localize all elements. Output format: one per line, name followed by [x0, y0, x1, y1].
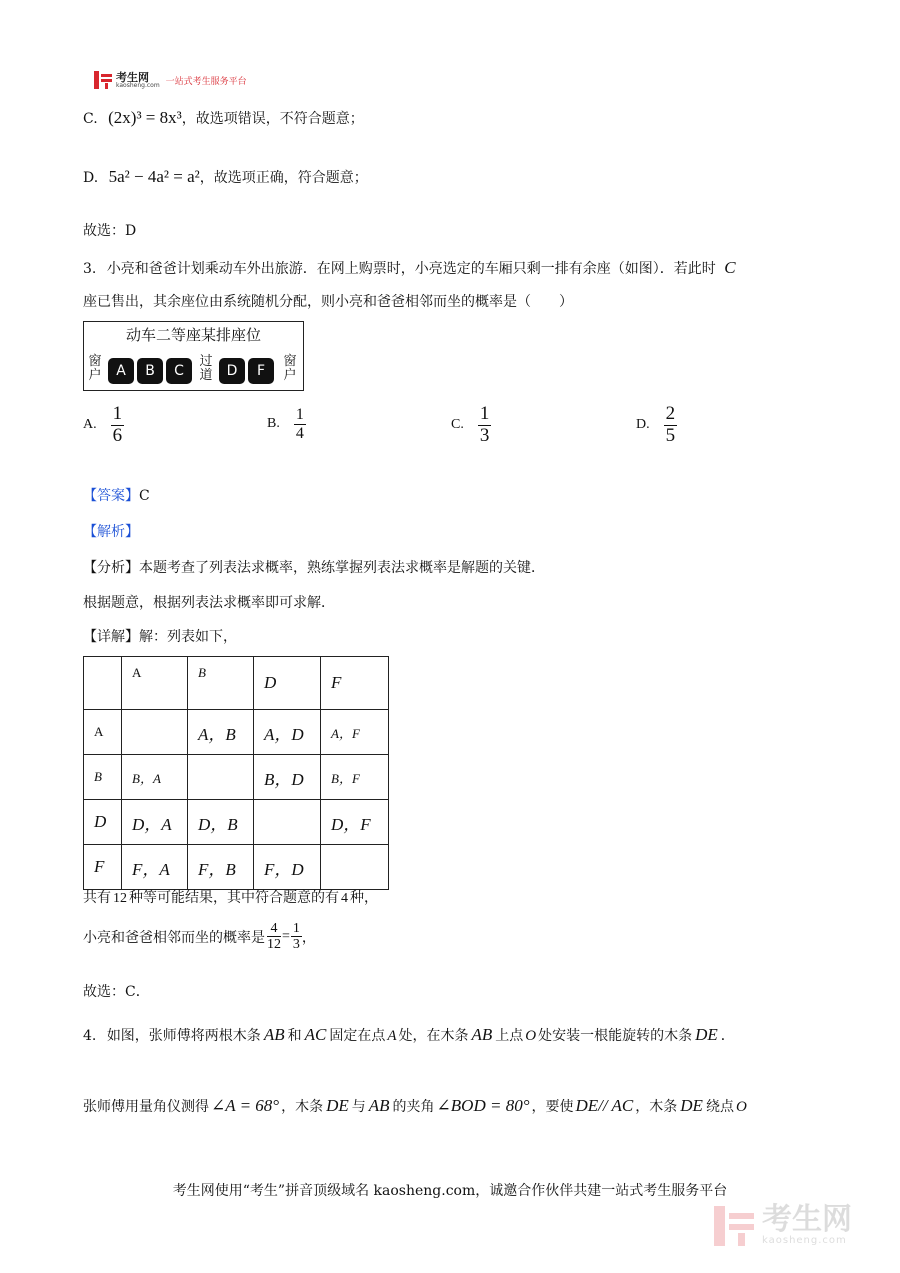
q4-math: AB [368, 1096, 390, 1115]
fenxi-tag: 【分析】 [83, 560, 139, 576]
table-cell [321, 845, 389, 890]
aisle-label: 过 道 [199, 354, 213, 383]
option-d [636, 404, 677, 447]
q4-math: DE [680, 1096, 703, 1115]
q4-math: DE// AC [575, 1096, 634, 1115]
watermark [714, 1202, 852, 1246]
q4-math: AB [263, 1025, 285, 1044]
q4-text: 和 [287, 1028, 302, 1044]
q4-math: A [387, 1028, 397, 1044]
seat-f: F [248, 358, 274, 384]
result-prefix: 共有 [83, 890, 111, 906]
option-fraction: $\frac{1}{3}$ [479, 403, 490, 446]
table-row [84, 755, 389, 800]
table-cell: B，A [122, 755, 188, 800]
xiangjie-tag: 【详解】 [83, 629, 139, 645]
q2-option-d [83, 167, 368, 187]
answer-tag: 【答案】 [83, 488, 139, 504]
result-mid: 种等可能结果，其中符合题意的有 [129, 890, 339, 906]
q3-final: 故选：C． [83, 984, 150, 1000]
probability-line [83, 921, 316, 953]
q4-math: ∠BOD = 80° [436, 1096, 530, 1115]
stem-text: 小亮和爸爸计划乘动车外出旅游．在网上购票时，小亮选定的车厢只剩一排有余座（如图）．若此时 [106, 261, 716, 277]
xiangjie-line [83, 626, 237, 646]
window-left-label: 窗 户 [88, 354, 102, 383]
table-cell [84, 657, 122, 710]
q4-text: ，木条 [635, 1099, 678, 1115]
option-letter: C. [83, 111, 98, 127]
option-c [451, 404, 491, 447]
total-count: 12 [113, 891, 127, 906]
prob-fraction-2: $\frac{1}{3}$ [292, 921, 300, 953]
favorable-count: 4 [341, 891, 348, 906]
q4-math: AB [471, 1025, 493, 1044]
prob-prefix: 小亮和爸爸相邻而坐的概率是 [83, 929, 265, 946]
question-number: 4. [83, 1028, 97, 1044]
prob-suffix: ， [301, 929, 316, 946]
table-row [84, 657, 389, 710]
q4-math: O [525, 1028, 537, 1044]
table-cell: B [188, 657, 254, 710]
footer-text: 考生网使用“考生”拼音顶级域名 kaosheng.com，诚邀合作伙伴共建一站式考生服务平台 [172, 1183, 728, 1199]
q4-text: 与 [351, 1099, 366, 1115]
table-cell: A [122, 657, 188, 710]
table-cell: D [254, 657, 321, 710]
table-cell: F，B [188, 845, 254, 890]
option-text: ，故选项正确，符合题意； [199, 170, 368, 186]
window-right-label: 窗 户 [283, 354, 297, 383]
formula: (2x)³ = 8x³ [108, 108, 182, 127]
table-cell [254, 800, 321, 845]
option-fraction: $\frac{1}{6}$ [112, 403, 123, 446]
q4-text: ，木条 [281, 1099, 324, 1115]
q4-text: 如图，张师傅将两根木条 [106, 1028, 261, 1044]
option-letter: A. [83, 417, 97, 433]
q4-math: DE [695, 1025, 718, 1044]
logo-icon [94, 71, 112, 89]
q4-math: O [735, 1099, 747, 1115]
table-cell: F [84, 845, 122, 890]
watermark-logo-icon [714, 1206, 754, 1246]
q4-text: ． [720, 1028, 735, 1044]
option-letter: C. [451, 417, 464, 433]
fenxi-line [83, 557, 545, 577]
q2-answer: 故选：D [83, 223, 137, 239]
question-number: 3. [83, 261, 97, 277]
q4-line1 [83, 1025, 735, 1045]
q4-text: 上点 [495, 1028, 524, 1044]
table-cell [122, 710, 188, 755]
q4-text: 绕点 [705, 1099, 734, 1115]
logo-name: 考生网 [116, 70, 149, 84]
q4-math: DE [326, 1096, 349, 1115]
option-fraction: $\frac{1}{4}$ [295, 406, 304, 442]
formula: 5a² − 4a² = a² [108, 167, 200, 186]
answer-value: C [139, 488, 150, 504]
fenxi-text: 本题考查了列表法求概率，熟练掌握列表法求概率是解题的关键． [139, 560, 545, 576]
table-cell [188, 755, 254, 800]
table-row [84, 710, 389, 755]
q4-text: 张师傅用量角仪测得 [83, 1099, 209, 1115]
q4-text: 的夹角 [392, 1099, 435, 1115]
logo-domain: kaosheng.com [116, 81, 160, 89]
method-text: 根据题意，根据列表法求概率即可求解． [83, 595, 335, 611]
table-cell: A，F [321, 710, 389, 755]
q4-math: ∠A = 68° [211, 1096, 280, 1115]
option-letter: D. [636, 417, 650, 433]
q2-option-c [83, 108, 364, 128]
q4-text: 处安装一根能旋转的木条 [538, 1028, 693, 1044]
header-logo [94, 71, 247, 89]
table-cell: B，D [254, 755, 321, 800]
q3-stem-line2: 座已售出，其余座位由系统随机分配，则小亮和爸爸相邻而坐的概率是（ ） [83, 294, 573, 310]
result-line [83, 887, 378, 907]
table-cell: B，F [321, 755, 389, 800]
table-cell: F，A [122, 845, 188, 890]
table-cell: D，F [321, 800, 389, 845]
seat-a: A [108, 358, 134, 384]
option-a [83, 404, 124, 447]
answer-line [83, 485, 150, 505]
option-letter: D. [83, 170, 99, 186]
q4-line2 [83, 1096, 747, 1116]
seat-row [84, 355, 303, 385]
table-row [84, 845, 389, 890]
table-cell: A [84, 710, 122, 755]
seat-diagram-title: 动车二等座某排座位 [125, 326, 261, 344]
table-cell: F [321, 657, 389, 710]
q4-math: AC [304, 1025, 327, 1044]
table-row [84, 800, 389, 845]
watermark-domain: kaosheng.com [762, 1235, 847, 1246]
seat-b: B [137, 358, 163, 384]
q4-text: 固定在点 [329, 1028, 386, 1044]
table-cell: A，B [188, 710, 254, 755]
option-fraction: $\frac{2}{5}$ [665, 403, 676, 446]
option-letter: B. [267, 416, 280, 432]
table-cell: D [84, 800, 122, 845]
table-cell: A，D [254, 710, 321, 755]
seat-variable: C [724, 258, 736, 277]
option-text: ，故选项错误，不符合题意； [181, 111, 364, 127]
outcome-table [83, 656, 389, 890]
table-cell: D，B [188, 800, 254, 845]
table-cell: F，D [254, 845, 321, 890]
seat-d: D [219, 358, 245, 384]
xiangjie-text: 解：列表如下， [139, 629, 237, 645]
watermark-name: 考生网 [762, 1202, 852, 1237]
table-cell: D，A [122, 800, 188, 845]
q4-text: ，要使 [531, 1099, 574, 1115]
q4-text: 处，在木条 [398, 1028, 469, 1044]
equals-sign: = [282, 928, 290, 944]
option-b [267, 406, 306, 442]
result-suffix: 种， [350, 890, 378, 906]
prob-fraction-1: $\frac{4}{12}$ [267, 921, 281, 953]
seat-diagram [83, 321, 304, 391]
logo-slogan: 一站式考生服务平台 [165, 76, 247, 87]
q3-stem-line1 [83, 258, 736, 278]
analysis-tag: 【解析】 [83, 524, 139, 540]
seat-c: C [166, 358, 192, 384]
table-cell: B [84, 755, 122, 800]
